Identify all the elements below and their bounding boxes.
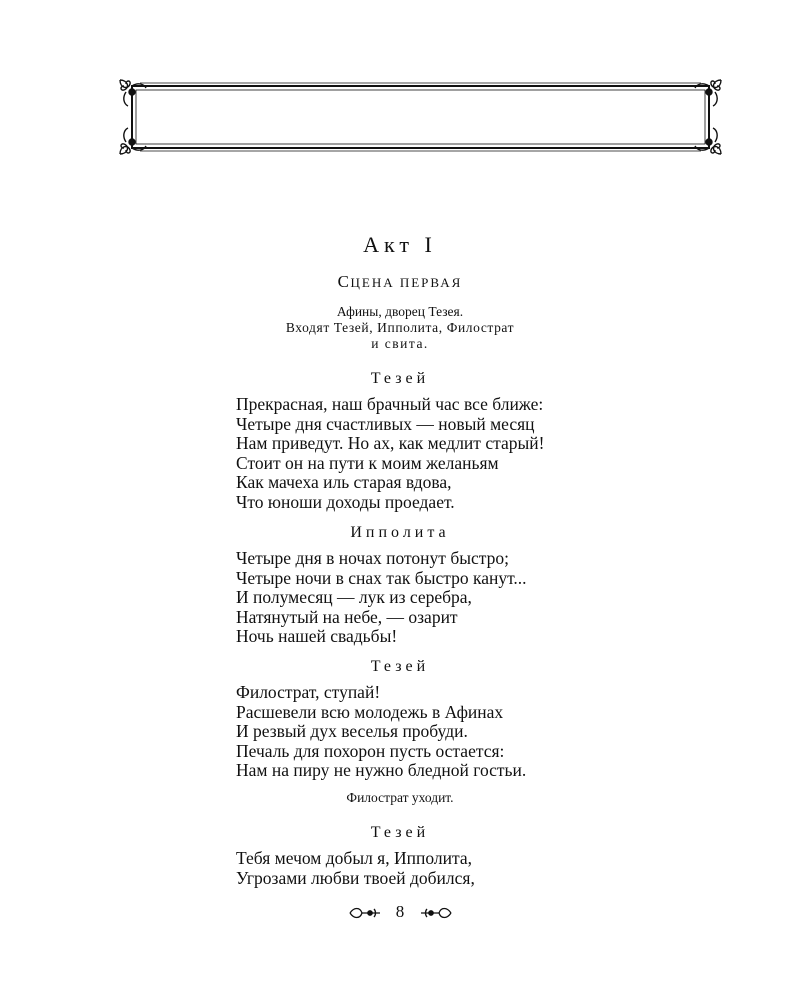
act-title: Акт I [363, 232, 437, 257]
verse-line: Тебя мечом добыл я, Ипполита, [236, 848, 472, 868]
verse-line: Четыре ночи в снах так быстро канут... [236, 567, 527, 588]
stage-direction-setting: Афины, дворец Тезея. [336, 304, 464, 319]
verse-line: Четыре дня в ночах потонут быстро; [236, 548, 509, 568]
verse-line: Угрозами любви твоей добился, [236, 867, 475, 888]
speaker-name: Тезей [370, 658, 430, 675]
ornament-left-icon [348, 906, 382, 920]
speaker-name: Тезей [370, 370, 430, 387]
verse-line: Филострат, ступай! [236, 682, 381, 702]
verse-line: Четыре дня счастливых — новый месяц [236, 413, 535, 434]
stage-direction-entrance-cont: и свита. [371, 336, 429, 351]
page-footer [0, 902, 800, 922]
verse-line: Прекрасная, наш брачный час все ближе: [236, 394, 544, 414]
speaker-name: Ипполита [350, 524, 450, 541]
verse-block [236, 683, 706, 781]
verse-line: Что юноши доходы проедает. [236, 491, 455, 512]
verse-block [236, 395, 706, 513]
verse-line: Ночь нашей свадьбы! [236, 626, 398, 647]
page-number: 8 [395, 902, 405, 921]
verse-line: Стоит он на пути к моим желаньям [236, 452, 499, 473]
stage-direction-entrance: Входят Тезей, Ипполита, Филострат [285, 320, 515, 335]
verse-line: Нам на пиру не нужно бледной гостьи. [236, 760, 527, 781]
scene-title [0, 272, 800, 292]
speaker-name: Тезей [370, 824, 430, 841]
stage-direction-exit: Филострат уходит. [346, 790, 454, 805]
scene-title-initial: С [337, 272, 351, 291]
verse-line: Натянутый на небе, — озарит [236, 606, 458, 627]
verse-line: И резвый дух веселья пробуди. [236, 721, 468, 742]
verse-line: Нам приведут. Но ах, как медлит старый! [236, 433, 545, 454]
verse-line: И полумесяц — лук из серебра, [236, 587, 472, 608]
verse-line: Как мачеха иль старая вдова, [236, 472, 452, 493]
scene-title-rest: ЦЕНА ПЕРВАЯ [350, 275, 463, 290]
verse-line: Расшевели всю молодежь в Афинах [236, 701, 504, 722]
ornament-right-icon [419, 906, 453, 920]
verse-line: Печаль для похорон пусть остается: [236, 740, 505, 761]
ornamental-header-frame [118, 78, 723, 156]
verse-block [236, 549, 706, 647]
verse-block [236, 849, 706, 888]
